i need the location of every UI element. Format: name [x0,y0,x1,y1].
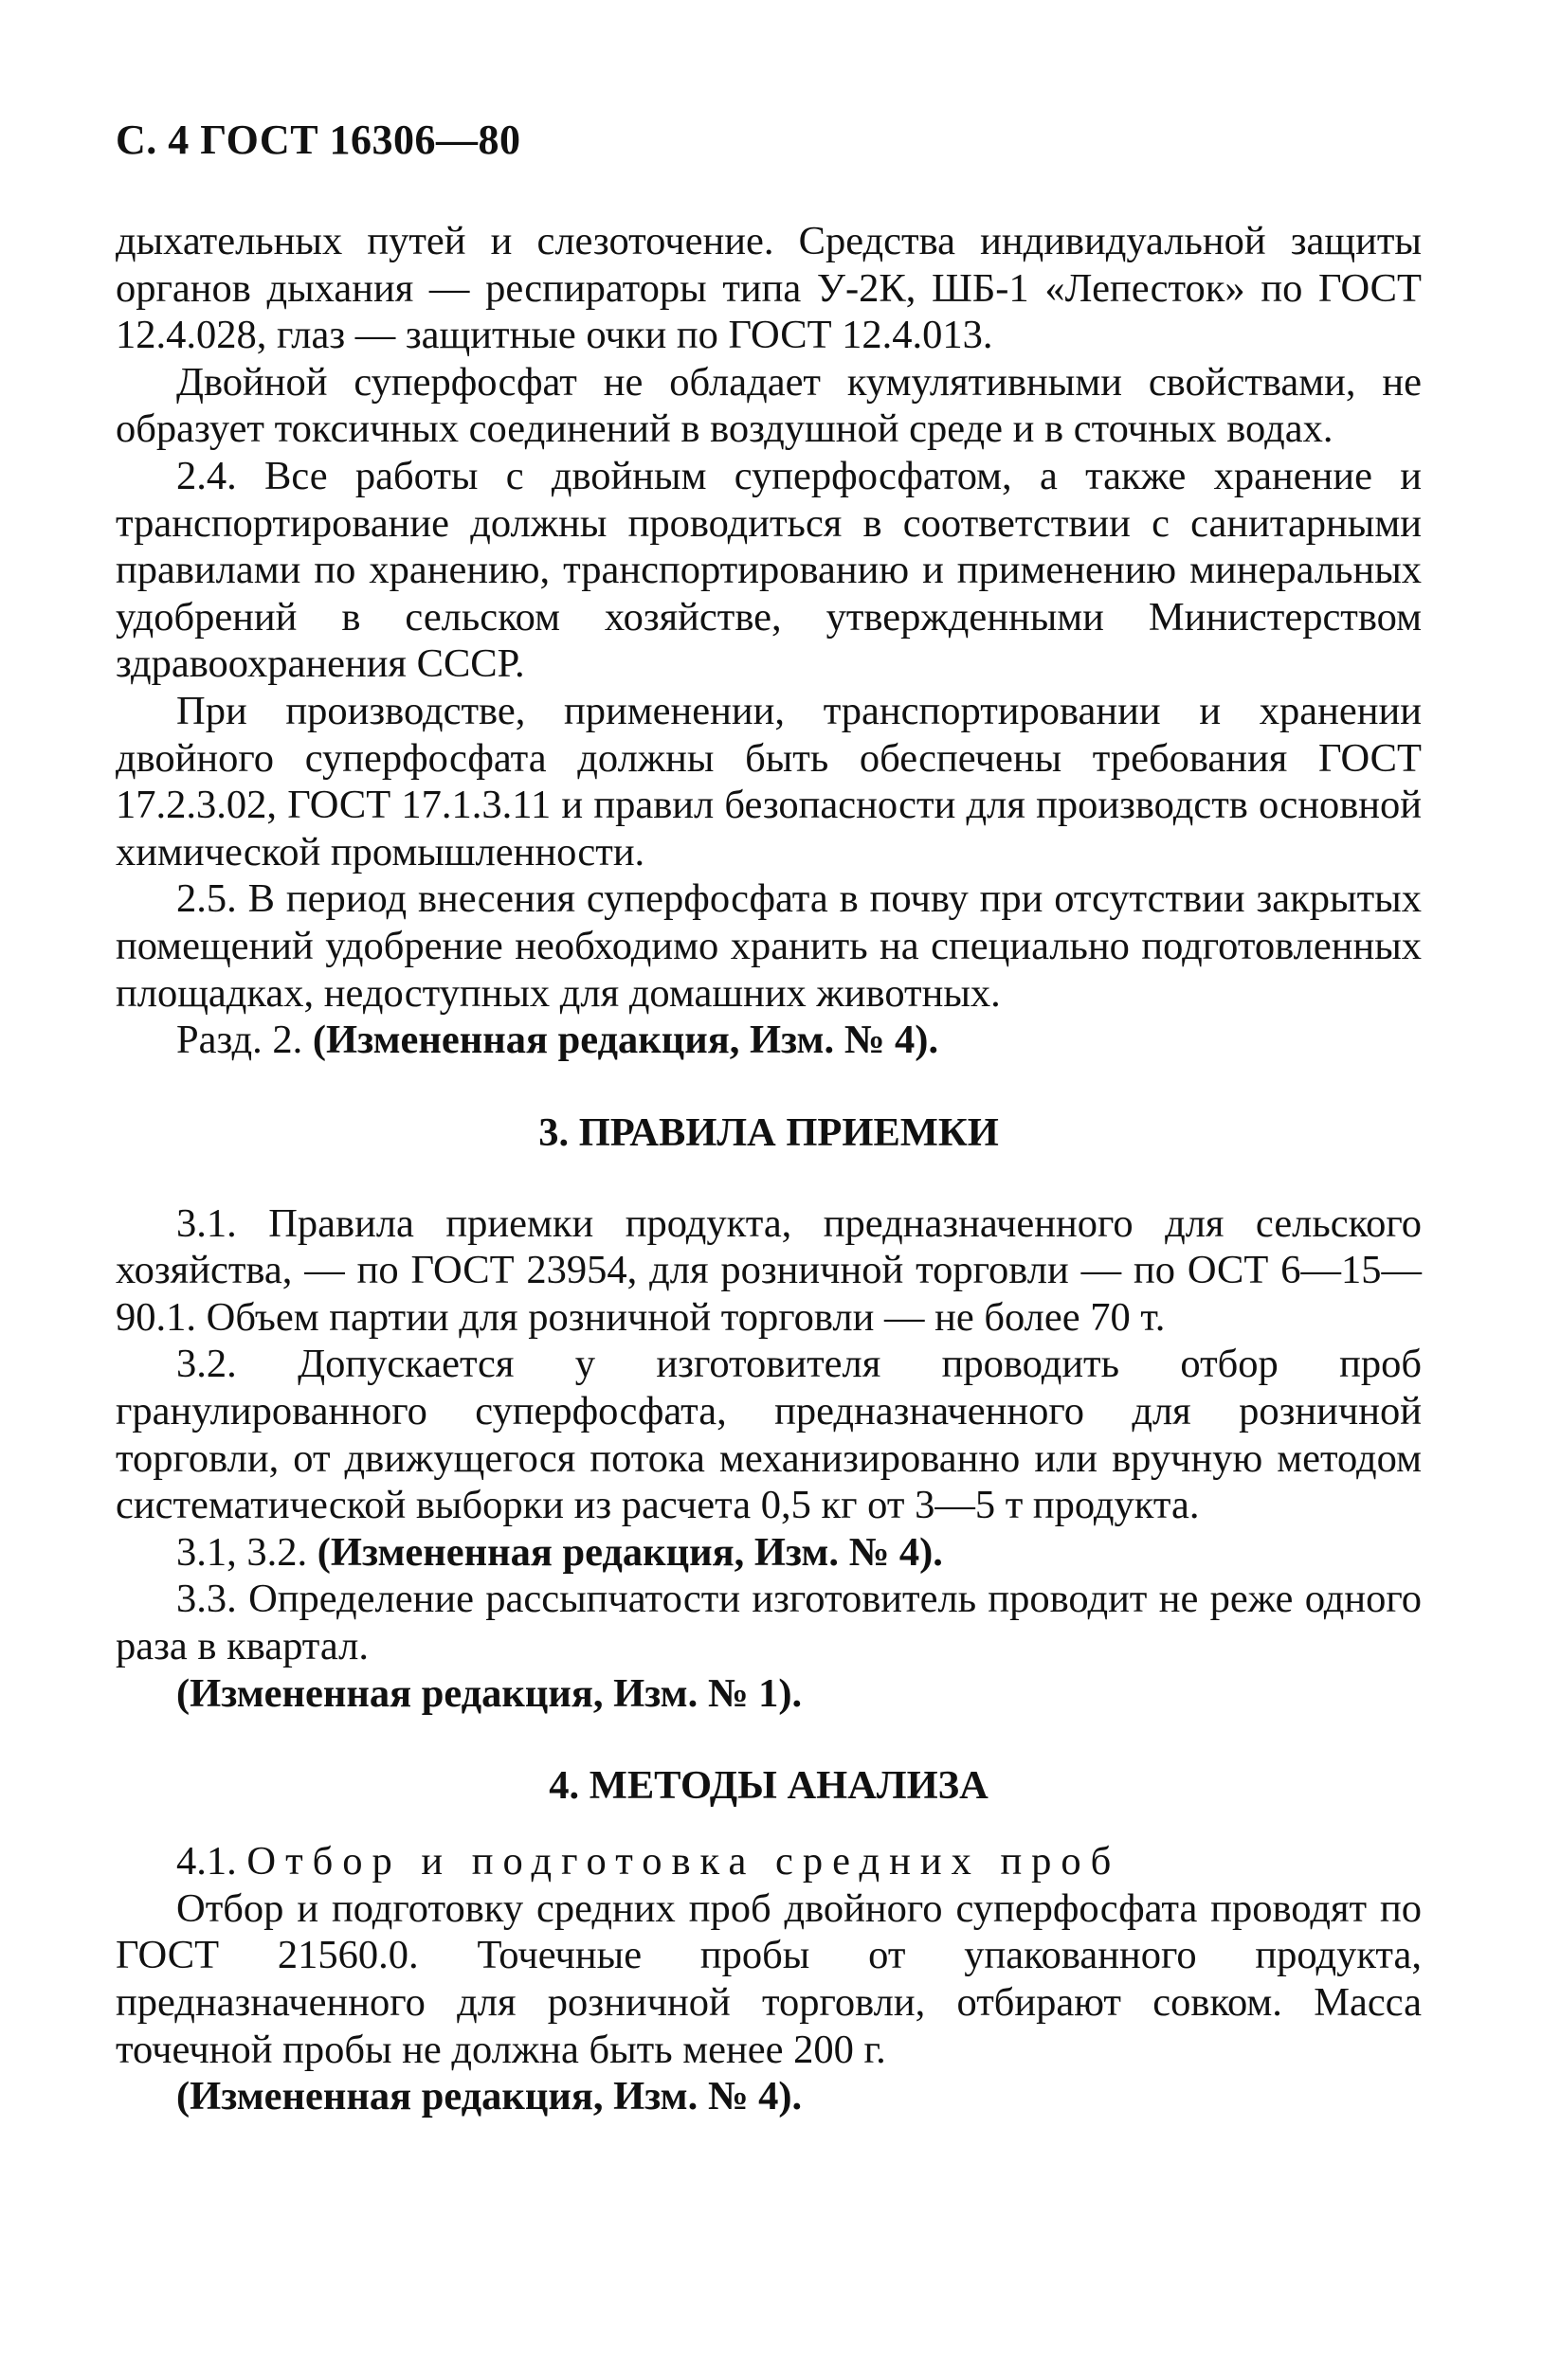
subsection-number: 4.1. [176,1839,237,1884]
amendment-prefix: 3.1, 3.2. [176,1529,308,1575]
section-title-4: 4. МЕТОДЫ АНАЛИЗА [549,1763,989,1809]
paragraph-2-4: 2.4. Все работы с двойным суперфосфатом, а также хранение и транспортирование должны проводиться в соответствии с санитарными правилами по хранению, транспортированию и применению минеральных удобрений в сельском хозяйстве, утвержденными Министерством здравоохранения СССР. [116,453,1422,687]
paragraph-3-2: 3.2. Допускается у изготовителя проводить отбор проб гранулированного суперфосфата, предназначенного для розничной торговли, от движущегося потока механизированно или вручную методом систематической выборки из расчета 0,5 кг от 3—5 т продукта. [116,1342,1422,1528]
amendment-text: (Измененная редакция, Изм. № 4). [317,1529,943,1575]
paragraph: дыхательных путей и слезоточение. Средства индивидуальной защиты органов дыхания — респираторы типа У-2К, ШБ-1 «Лепесток» по ГОСТ 12.4.028, глаз — защитные очки по ГОСТ 12.4.013. [116,219,1422,358]
paragraph-3-1: 3.1. Правила приемки продукта, предназначенного для сельского хозяйства, — по ГОСТ 23954, для розничной торговли — по ОСТ 6—15—90.1. Объем партии для розничной торговли — не более 70 т. [116,1200,1422,1340]
section-title-3: 3. ПРАВИЛА ПРИЕМКИ [538,1109,999,1155]
amendment-note: (Измененная редакция, Изм. № 4). [176,2074,803,2119]
amendment-note [116,1017,1422,1064]
paragraph-3-3: 3.3. Определение рассыпчатости изготовитель проводит не реже одного раза в квартал. [116,1577,1422,1669]
subsection-title: Отбор и подготовка средних проб [246,1839,1121,1884]
paragraph: Двойной суперфосфат не обладает кумулятивными свойствами, не образует токсичных соединений в воздушной среде и в сточных водах. [116,359,1422,452]
amendment-prefix: Разд. 2. [176,1018,303,1063]
amendment-text: (Измененная редакция, Изм. № 4). [312,1018,939,1063]
paragraph-2-5: 2.5. В период внесения суперфосфата в почву при отсутствии закрытых помещений удобрение необходимо хранить на специально подготовленных площадках, недоступных для домашних животных. [116,876,1422,1016]
page-header: С. 4 ГОСТ 16306—80 [116,117,521,163]
paragraph: При производстве, применении, транспортировании и хранении двойного суперфосфата должны быть обеспечены требования ГОСТ 17.2.3.02, ГОСТ 17.1.3.11 и правил безопасности для производств основной химической промышленности. [116,688,1422,874]
paragraph-4-1: Отбор и подготовку средних проб двойного суперфосфата проводят по ГОСТ 21560.0. Точечные пробы от упакованного продукта, предназначенного для розничной торговли, отбирают совком. Масса точечной пробы не должна быть менее 200 г. [116,1885,1422,2072]
subsection-heading [116,1838,1422,1885]
amendment-note [116,1529,1422,1577]
document-page [116,112,1422,2120]
amendment-note: (Измененная редакция, Изм. № 1). [176,1670,803,1716]
